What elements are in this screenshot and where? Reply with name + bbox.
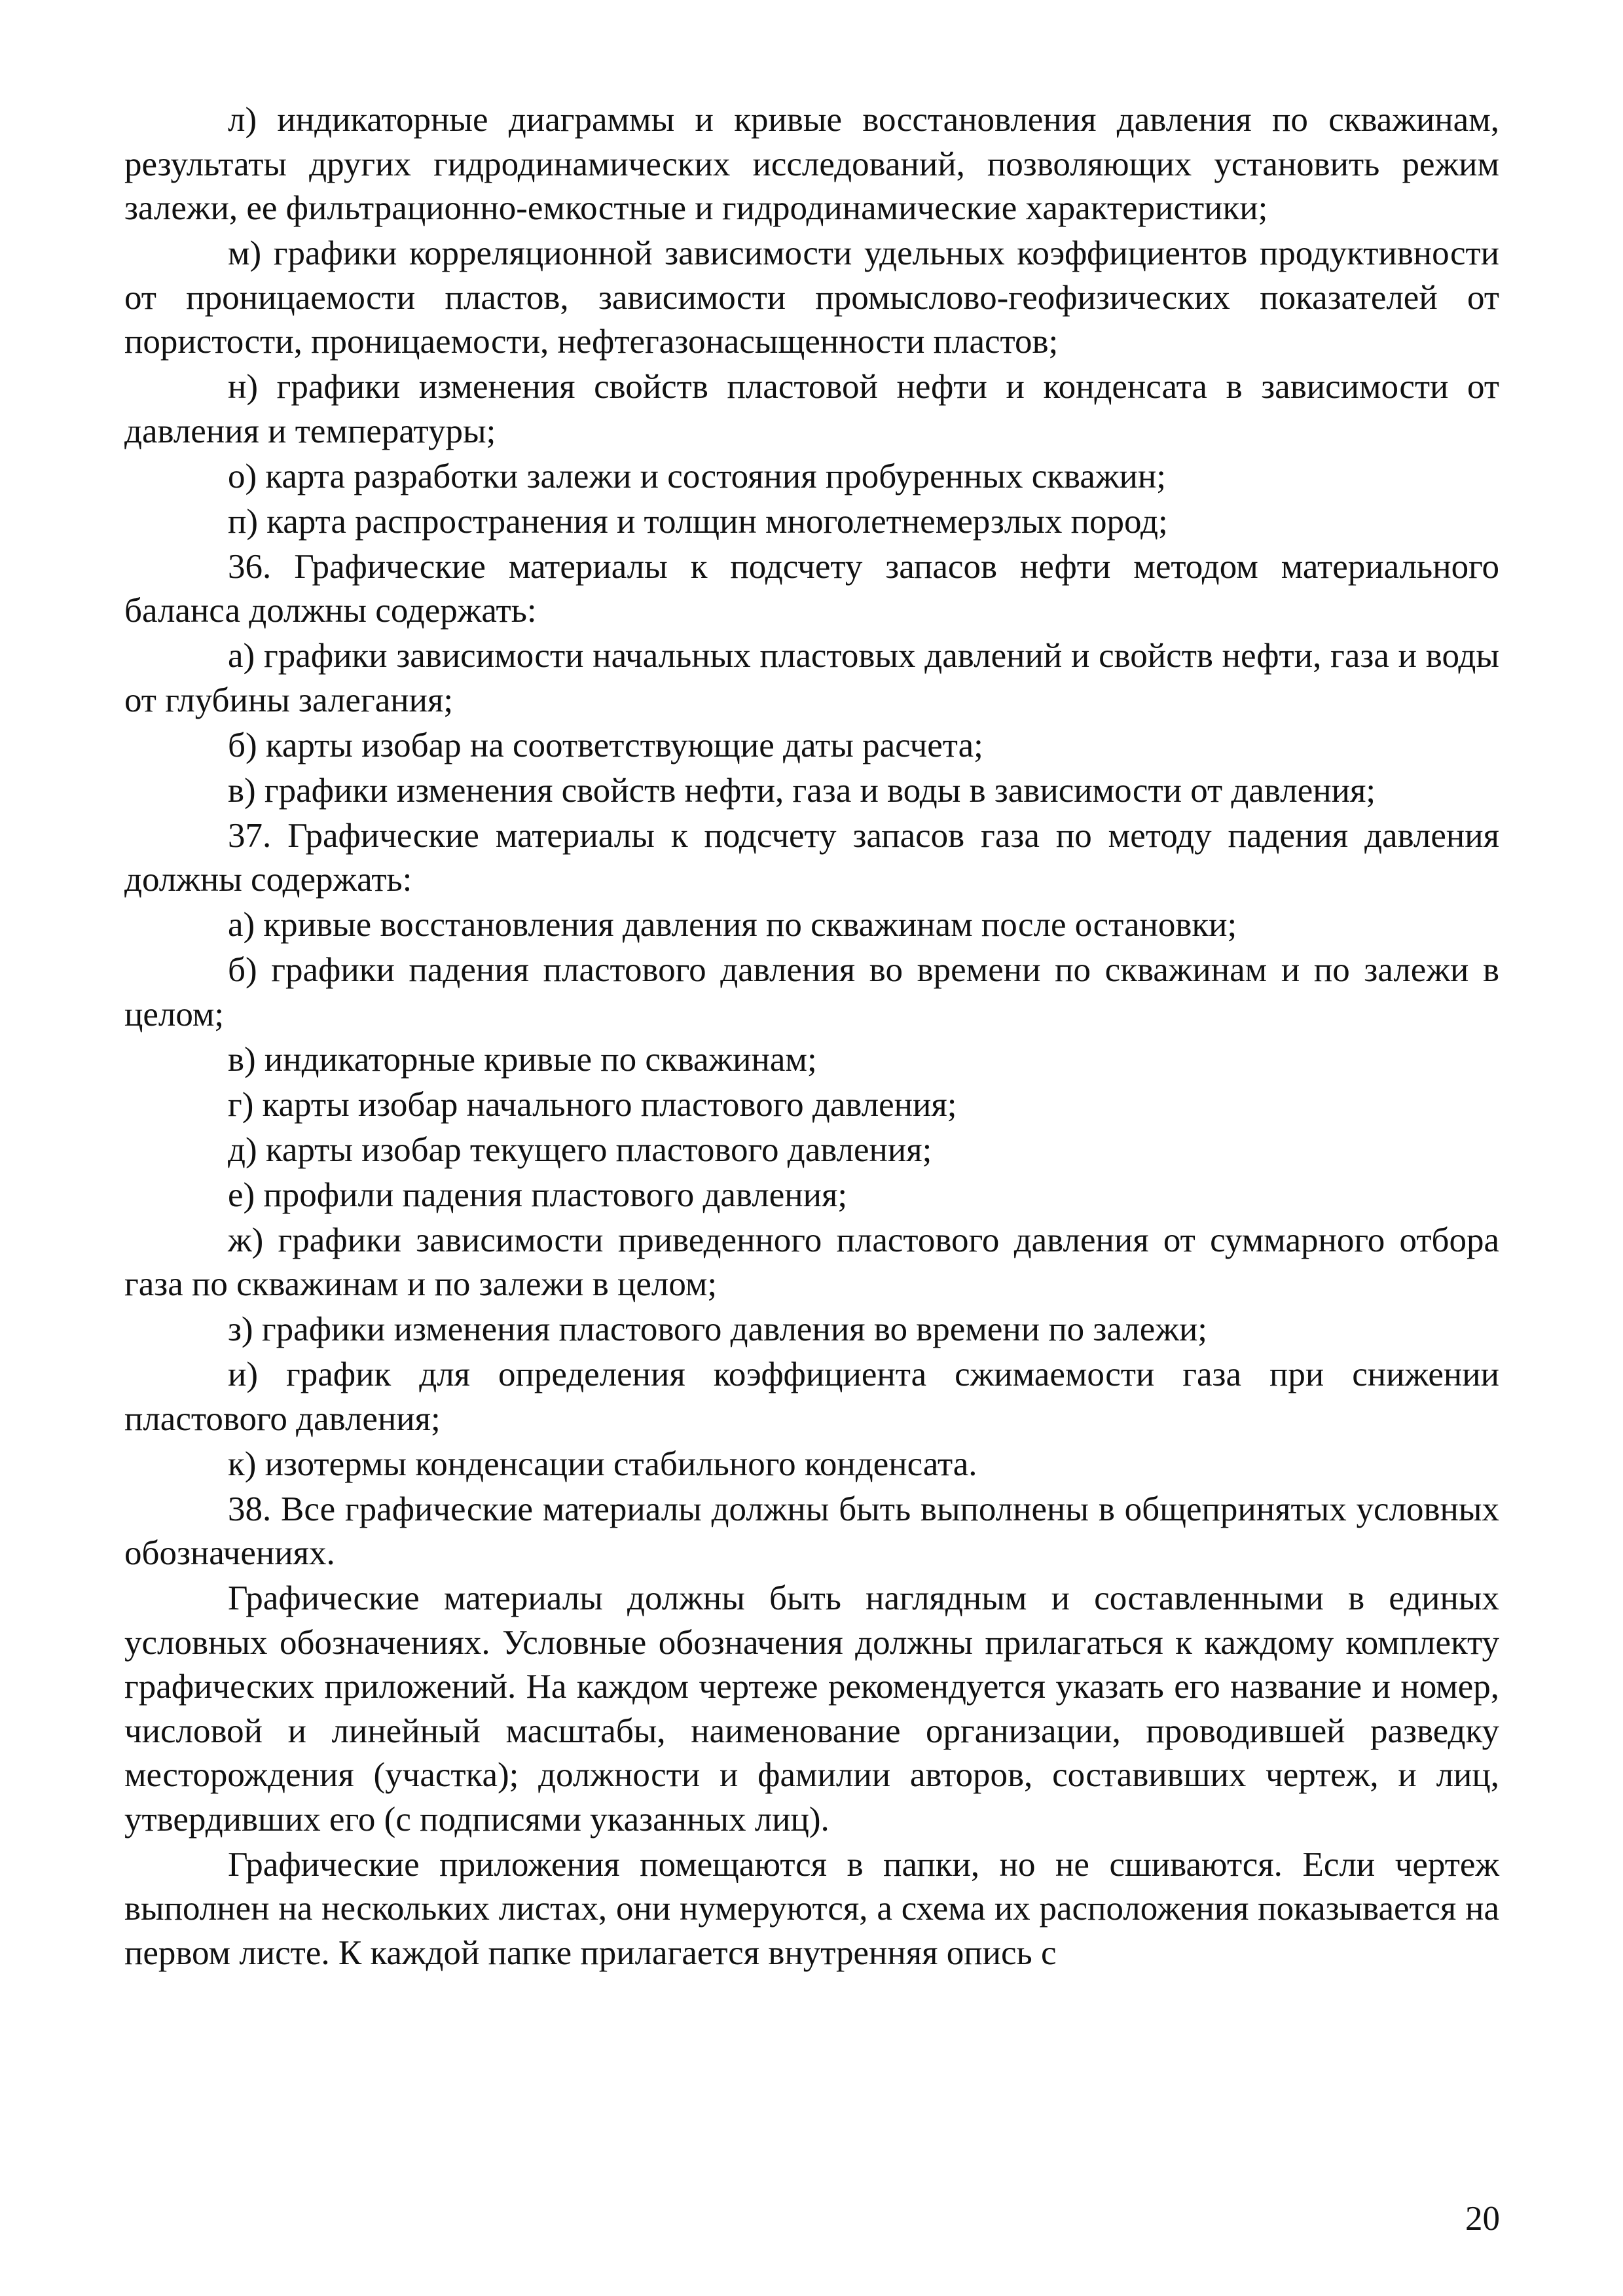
- paragraph-36v-property-pressure: в) графики изменения свойств нефти, газа и воды в зависимости от давления;: [228, 771, 1376, 810]
- paragraph-m-correlation-graphs: м) графики корреляционной зависимости удельных коэффициентов продуктивности от проницаемости пластов, зависимости промыслово-геофизических показателей от пористости, проницаемости, нефтегазонасыщенности пластов;: [124, 234, 1499, 361]
- paragraph-36-material-balance: 36. Графические материалы к подсчету запасов нефти методом материального баланса должны содержать:: [124, 547, 1499, 630]
- paragraph-37g-initial-isobars: г) карты изобар начального пластового давления;: [228, 1085, 957, 1124]
- paragraph-37z-pressure-time: з) графики изменения пластового давления во времени по залежи;: [228, 1310, 1208, 1348]
- paragraph-folder-rules: Графические приложения помещаются в папки, но не сшиваются. Если чертеж выполнен на нескольких листах, они нумеруются, а схема их расположения показывается на первом листе. К каждой папке прилагается внутренняя опись с: [124, 1845, 1499, 1972]
- paragraph-37v-indicator-curves: в) индикаторные кривые по скважинам;: [228, 1040, 817, 1079]
- paragraph-38-conventions: 38. Все графические материалы должны быть выполнены в общепринятых условных обозначениях.: [124, 1490, 1499, 1572]
- paragraph-37i-compressibility: и) график для определения коэффициента сжимаемости газа при снижении пластового давления;: [124, 1355, 1499, 1438]
- paragraph-37e-pressure-profiles: е) профили падения пластового давления;: [228, 1175, 848, 1214]
- paragraph-l-indicator-diagrams: л) индикаторные диаграммы и кривые восстановления давления по скважинам, результаты других гидродинамических исследований, позволяющих установить режим залежи, ее фильтрационно-емкостные и гидродинамические характеристики;: [124, 101, 1499, 227]
- paragraph-37a-recovery-curves: а) кривые восстановления давления по скважинам после остановки;: [228, 906, 1237, 944]
- page-body: [124, 98, 1499, 1977]
- paragraph-p-permafrost-map: п) карта распространения и толщин многолетнемерзлых пород;: [228, 502, 1168, 541]
- paragraph-o-development-map: о) карта разработки залежи и состояния пробуренных скважин;: [228, 457, 1166, 495]
- paragraph-n-oil-properties: н) графики изменения свойств пластовой нефти и конденсата в зависимости от давления и температуры;: [124, 368, 1499, 450]
- paragraph-37b-pressure-drop-graphs: б) графики падения пластового давления во времени по скважинам и по залежи в целом;: [124, 951, 1499, 1033]
- paragraph-36b-isobar-maps: б) карты изобар на соответствующие даты расчета;: [228, 726, 983, 764]
- paragraph-graphic-requirements: Графические материалы должны быть наглядным и составленными в единых условных обозначениях. Условные обозначения должны прилагаться к каждому комплекту графических приложений. На каждом чертеже рекомендуется указать его название и номер, числовой и линейный масштабы, наименование организации, проводившей разведку месторождения (участка); должности и фамилии авторов, составивших чертеж, и лиц, утвердивших его (с подписями указанных лиц).: [124, 1579, 1499, 1839]
- paragraph-37-pressure-drop: 37. Графические материалы к подсчету запасов газа по методу падения давления должны содержать:: [124, 816, 1499, 899]
- paragraph-36a-pressure-depth: а) графики зависимости начальных пластовых давлений и свойств нефти, газа и воды от глубины залегания;: [124, 637, 1499, 719]
- paragraph-37k-condensation-isotherms: к) изотермы конденсации стабильного конденсата.: [228, 1444, 977, 1483]
- page-number: 20: [1465, 2200, 1500, 2238]
- paragraph-37zh-reduced-pressure: ж) графики зависимости приведенного пластового давления от суммарного отбора газа по скважинам и по залежи в целом;: [124, 1221, 1499, 1303]
- paragraph-37d-current-isobars: д) карты изобар текущего пластового давления;: [228, 1130, 932, 1169]
